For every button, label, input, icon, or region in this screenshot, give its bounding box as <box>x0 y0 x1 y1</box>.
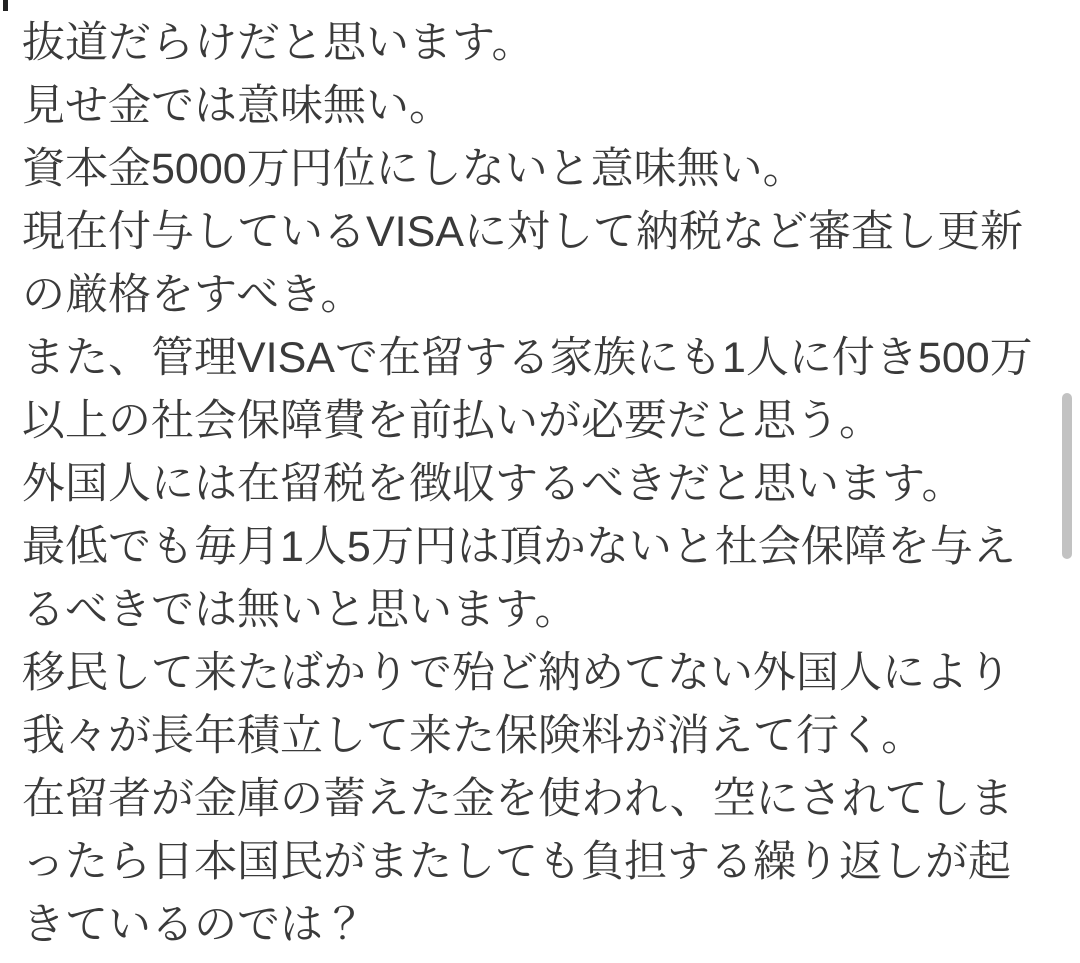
text-line: 最低でも毎月1人5万円は頂かないと社会保障を与え <box>22 523 1016 571</box>
text-line: ったら日本国民がまたしても負担する繰り返しが起 <box>22 838 1011 886</box>
text-line: 在留者が金庫の蓄えた金を使われ、空にされてしま <box>22 775 1014 823</box>
cropped-glyph-artifact <box>3 0 8 11</box>
text-line: の厳格をすべき。 <box>22 271 364 319</box>
text-line: 我々が長年積立して来た保険料が消えて行く。 <box>22 712 925 760</box>
text-line: るべきでは無いと思います。 <box>22 586 578 634</box>
text-line: 外国人には在留税を徴収するべきだと思います。 <box>22 460 965 508</box>
scrollbar-track[interactable] <box>1054 0 1080 963</box>
text-line: 見せ金では意味無い。 <box>22 82 452 130</box>
text-line: きているのでは？ <box>22 901 366 949</box>
text-line: また、管理VISAで在留する家族にも1人に付き500万 <box>22 334 1033 382</box>
text-line: 抜道だらけだと思います。 <box>22 19 535 67</box>
comment-text-block <box>22 12 1044 957</box>
text-line: 資本金5000万円位にしないと意味無い。 <box>22 145 806 193</box>
scrollbar-thumb[interactable] <box>1062 393 1072 559</box>
text-line: 以上の社会保障費を前払いが必要だと思う。 <box>22 397 882 445</box>
text-line: 移民して来たばかりで殆ど納めてない外国人により <box>22 649 1011 697</box>
text-line: 現在付与しているVISAに対して納税など審査し更新 <box>22 208 1023 256</box>
